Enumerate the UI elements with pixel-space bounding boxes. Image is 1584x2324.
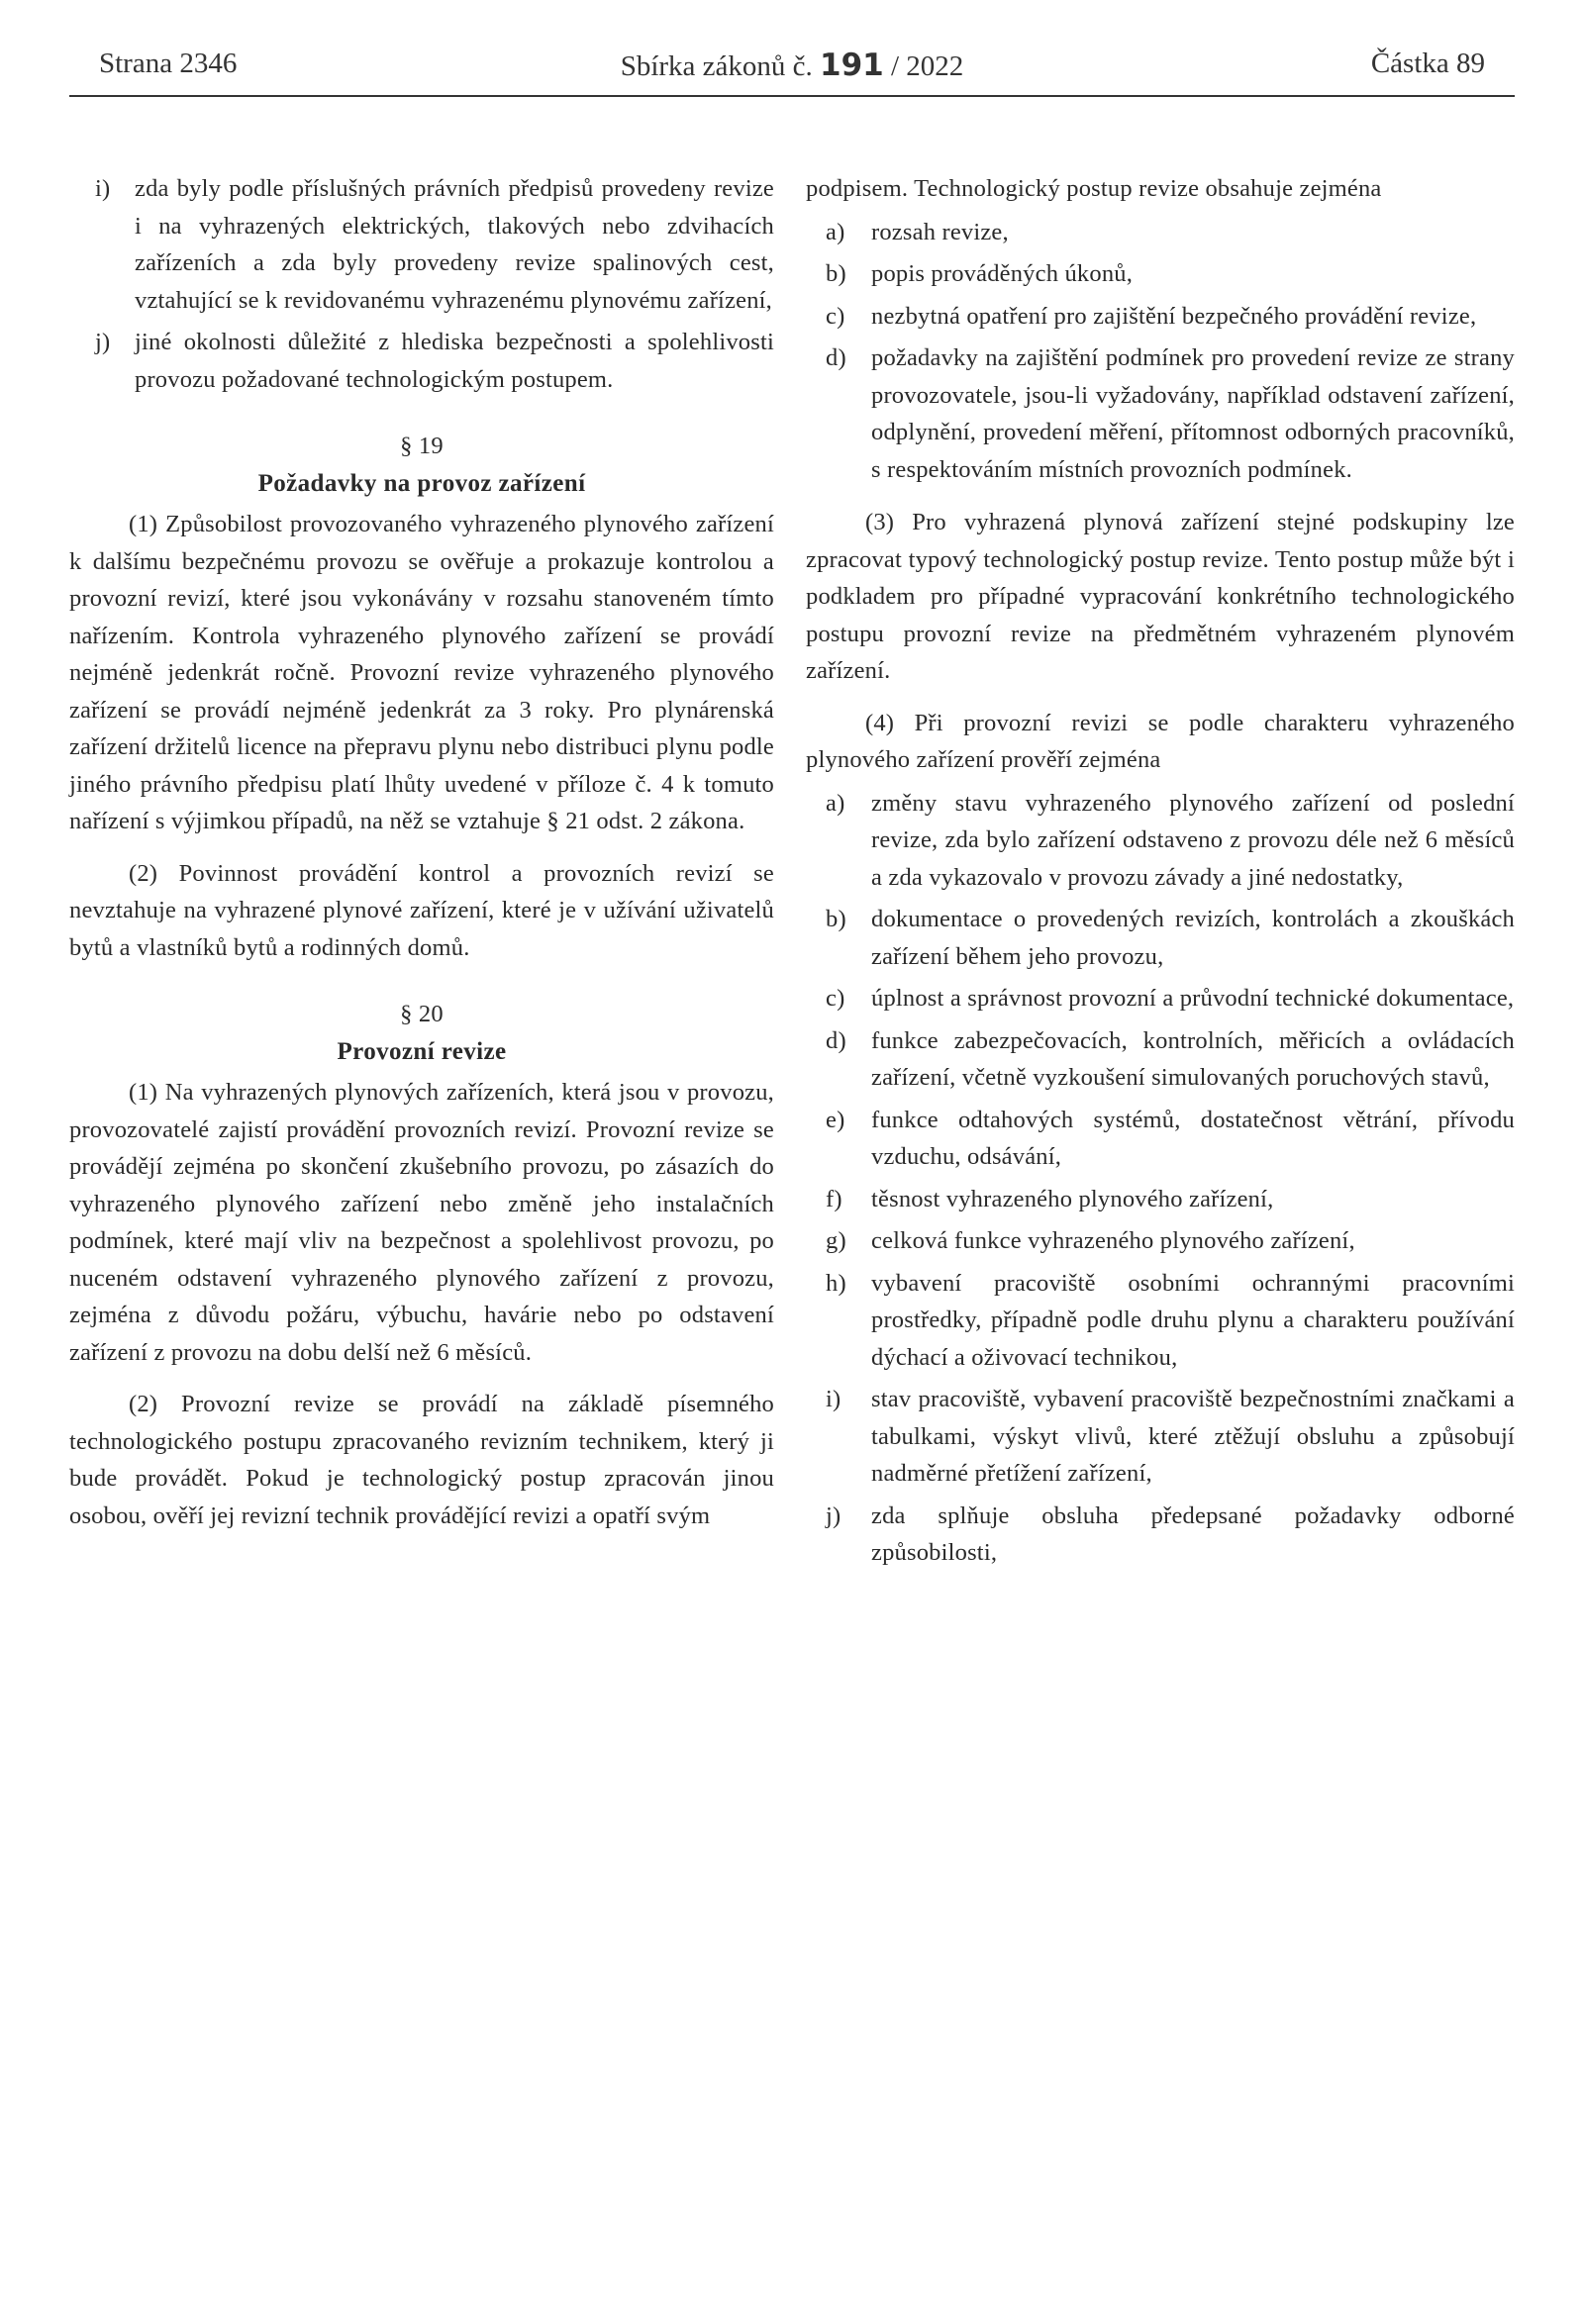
item-label: e) bbox=[826, 1106, 845, 1133]
item-text: jiné okolnosti důležité z hlediska bezpečnosti a spolehlivosti provozu požadované technologickým postupem. bbox=[135, 329, 774, 393]
item-label: d) bbox=[826, 344, 846, 371]
item-label: d) bbox=[826, 1026, 846, 1054]
list-item bbox=[806, 785, 1515, 897]
left-column bbox=[69, 170, 774, 1549]
list-item bbox=[806, 339, 1515, 488]
list-item bbox=[806, 1265, 1515, 1377]
item-text: vybavení pracoviště osobními ochrannými pracovními prostředky, případně podle druhu plynu a charakteru používání dýchací a oživovací technikou, bbox=[871, 1269, 1515, 1371]
list-item bbox=[806, 901, 1515, 975]
page-header bbox=[69, 44, 1515, 97]
list-item bbox=[806, 1498, 1515, 1572]
item-label: b) bbox=[826, 260, 846, 287]
item-text: dokumentace o provedených revizích, kontrolách a zkouškách zařízení během jeho provozu, bbox=[871, 906, 1515, 970]
list-item bbox=[806, 1181, 1515, 1218]
item-label: i) bbox=[95, 175, 111, 202]
item-label: g) bbox=[826, 1227, 846, 1254]
item-text: úplnost a správnost provozní a průvodní technické dokumentace, bbox=[871, 985, 1515, 1012]
item-text: celková funkce vyhrazeného plynového zařízení, bbox=[871, 1227, 1355, 1254]
section-title: Požadavky na provoz zařízení bbox=[257, 469, 586, 497]
list-item bbox=[806, 214, 1515, 251]
item-text: popis prováděných úkonů, bbox=[871, 260, 1134, 287]
collection-title bbox=[69, 48, 1515, 83]
paragraph-continuation: podpisem. Technologický postup revize obsahuje zejména bbox=[806, 175, 1382, 202]
list-item bbox=[806, 255, 1515, 293]
list-item bbox=[69, 324, 774, 398]
item-text: zda byly podle příslušných právních předpisů provedeny revize i na vyhrazených elektrických, tlakových nebo zdvihacích zařízeních a zda byly provedeny revize spalinových cest, vztahující se k revidovanému vyhrazenému plynovému zařízení, bbox=[135, 175, 774, 314]
item-text: těsnost vyhrazeného plynového zařízení, bbox=[871, 1185, 1274, 1212]
list-item bbox=[806, 298, 1515, 336]
list-item bbox=[806, 1022, 1515, 1097]
issue-number: Částka 89 bbox=[1370, 48, 1485, 79]
section-number: § 20 bbox=[400, 1001, 444, 1027]
item-label: c) bbox=[826, 302, 845, 330]
item-text: rozsah revize, bbox=[871, 218, 1009, 245]
law-number: 191 bbox=[820, 48, 884, 83]
collection-prefix: Sbírka zákonů č. bbox=[620, 50, 813, 82]
item-label: j) bbox=[95, 329, 111, 355]
item-text: změny stavu vyhrazeného plynového zařízení od poslední revize, zda bylo zařízení odstaveno z provozu déle než 6 měsíců a zda vykazovalo v provozu závady a jiné nedostatky, bbox=[871, 789, 1515, 891]
list-item bbox=[806, 1381, 1515, 1493]
paragraph: (3) Pro vyhrazená plynová zařízení stejné podskupiny lze zpracovat typový technologický postup revize. Tento postup může být i podkladem pro případné vypracování konkrétního technologického postupu provozní revize na předmětném vyhrazeném plynovém zařízení. bbox=[806, 509, 1515, 684]
paragraph: (4) Při provozní revizi se podle charakteru vyhrazeného plynového zařízení prověří zejména bbox=[806, 709, 1515, 773]
list-item bbox=[806, 1222, 1515, 1260]
item-label: b) bbox=[826, 906, 846, 932]
item-label: c) bbox=[826, 985, 845, 1012]
item-label: i) bbox=[826, 1386, 842, 1412]
list-item bbox=[69, 170, 774, 319]
section-number: § 19 bbox=[400, 433, 444, 459]
item-text: zda splňuje obsluha předepsané požadavky odborné způsobilosti, bbox=[871, 1501, 1515, 1566]
item-label: a) bbox=[826, 218, 845, 245]
paragraph: (2) Povinnost provádění kontrol a provozních revizí se nevztahuje na vyhrazené plynové zařízení, které je v užívání uživatelů bytů a vlastníků bytů a rodinných domů. bbox=[69, 859, 774, 961]
item-label: h) bbox=[826, 1269, 846, 1297]
right-column bbox=[806, 170, 1515, 1577]
item-text: funkce zabezpečovacích, kontrolních, měřicích a ovládacích zařízení, včetně vyzkoušení simulovaných poruchových stavů, bbox=[871, 1026, 1515, 1091]
item-label: a) bbox=[826, 789, 845, 817]
paragraph: (1) Na vyhrazených plynových zařízeních, která jsou v provozu, provozovatelé zajistí provádění provozních revizí. Provozní revize se provádějí zejména po skončení zkušebního provozu, po zásazích do vyhrazeného plynového zařízení nebo změně jeho instalačních podmínek, které mají vliv na bezpečnost a spolehlivost provozu, po nuceném odstavení vyhrazeného plynového zařízení z provozu, zejména z důvodu požáru, výbuchu, havárie nebo po odstavení zařízení z provozu na dobu delší než 6 měsíců. bbox=[69, 1079, 774, 1366]
list-item bbox=[806, 1102, 1515, 1176]
item-text: požadavky na zajištění podmínek pro provedení revize ze strany provozovatele, jsou-li vyžadovány, například odstavení zařízení, odplynění, provedení měření, přítomnost odborných pracovníků, s respektováním místních provozních podmínek. bbox=[871, 344, 1515, 483]
paragraph: (1) Způsobilost provozovaného vyhrazeného plynového zařízení k dalšímu bezpečnému provozu se ověřuje a prokazuje kontrolou a provozní revizí, které jsou vykonávány v rozsahu stanoveném tímto nařízením. Kontrola vyhrazeného plynového zařízení se provádí nejméně jedenkrát ročně. Provozní revize vyhrazeného plynového zařízení se provádí nejméně jedenkrát za 3 roky. Pro plynárenská zařízení držitelů licence na přepravu plynu nebo distribuci plynu podle jiného právního předpisu platí lhůty uvedené v příloze č. 4 k tomuto nařízení s výjimkou případů, na něž se vztahuje § 21 odst. 2 zákona. bbox=[69, 511, 774, 834]
paragraph: (2) Provozní revize se provádí na základě písemného technologického postupu zpracovaného revizním technikem, který ji bude provádět. Pokud je technologický postup zpracován jinou osobou, ověří jej revizní technik provádějící revizi a opatří svým bbox=[69, 1391, 774, 1529]
list-item bbox=[806, 980, 1515, 1017]
item-text: stav pracoviště, vybavení pracoviště bezpečnostními značkami a tabulkami, výskyt vlivů, které ztěžují obsluhu a způsobují nadměrné přetížení zařízení, bbox=[871, 1386, 1515, 1487]
item-text: funkce odtahových systémů, dostatečnost větrání, přívodu vzduchu, odsávání, bbox=[871, 1106, 1515, 1170]
item-label: j) bbox=[826, 1501, 842, 1529]
section-title: Provozní revize bbox=[337, 1037, 507, 1065]
page-number: Strana 2346 bbox=[99, 48, 238, 79]
law-year: / 2022 bbox=[891, 50, 964, 82]
item-text: nezbytná opatření pro zajištění bezpečného provádění revize, bbox=[871, 302, 1477, 330]
item-label: f) bbox=[826, 1185, 842, 1212]
